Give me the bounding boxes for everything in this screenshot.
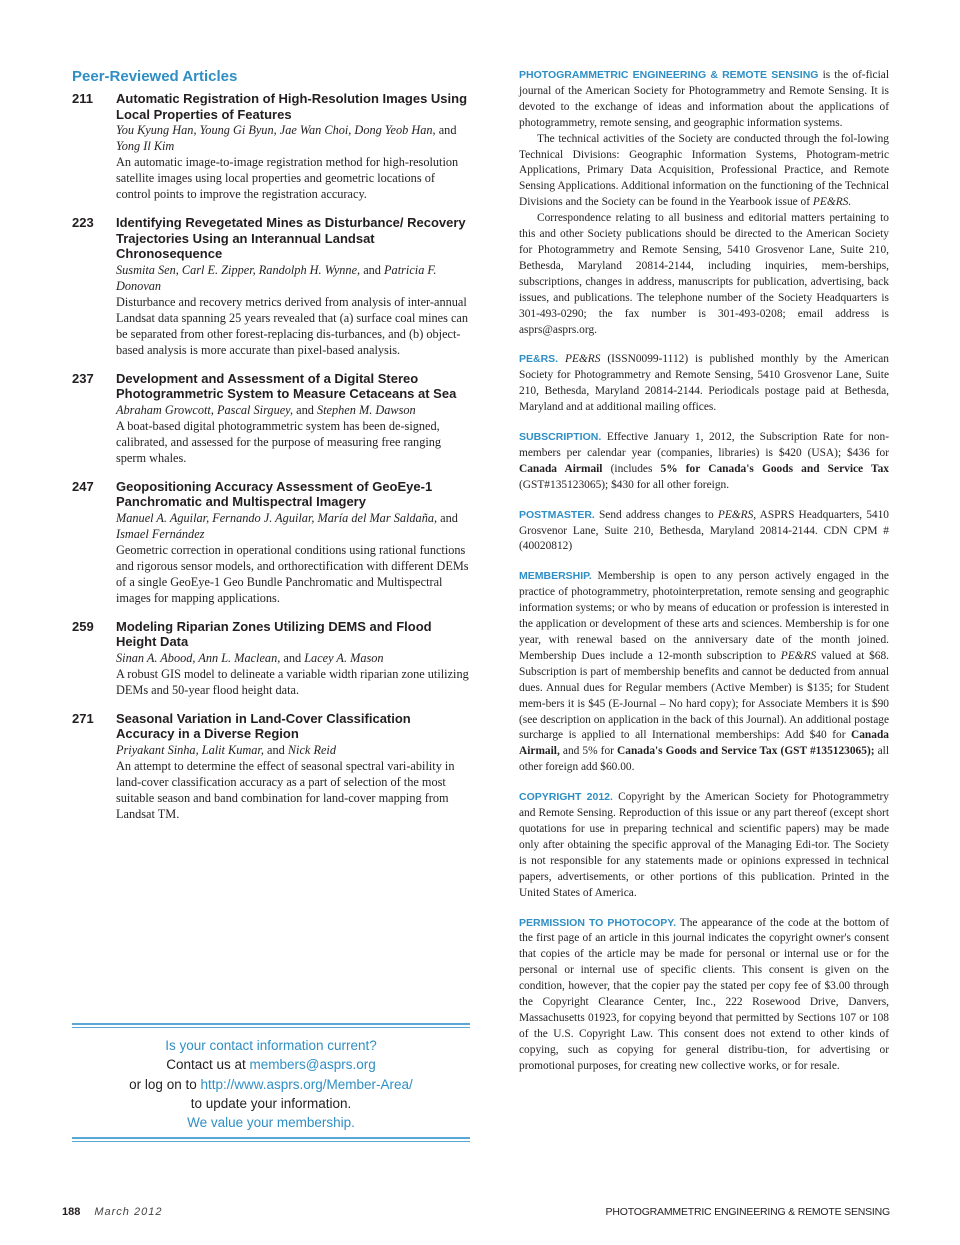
membership-text: all other foreign add $60.00.: [519, 745, 889, 774]
photocopy-text: The appearance of the code at the bottom of the first page of an article in this journal indicates the copyright owner's consent that copies of the article may be made for personal or internal use or for the personal or internal use of specific clients. This consent is given on the condition, however, that the copier pay the stated per copy fee of $3.00 through the Copyright Clearance Center, Inc., 222 Rosewood Drive, Danvers, Massachusetts 01923, for copying beyond that permitted by Sections 107 or 108 of the U.S. Copyright Law. This consent does not extend to other kinds of copying, such as copying for general distribu-tion, for advertising or promotional purposes, for creating new collective works, or for resale.: [519, 916, 889, 1072]
author-and: and: [438, 123, 457, 137]
article-page-number: 271: [72, 710, 94, 726]
pers-italic: PE&RS.: [812, 196, 852, 209]
article-authors: [116, 262, 472, 294]
pers-italic: PE&RS,: [717, 508, 757, 521]
article-abstract: A robust GIS model to delineate a variable width riparian zone utilizing DEMs and 50-year flood height data.: [116, 666, 469, 697]
article-entry: [72, 619, 472, 698]
subscription-text: (includes: [602, 462, 661, 475]
author-list: Sinan A. Abood, Ann L. Maclean,: [116, 650, 281, 665]
article-entry: [72, 91, 472, 202]
section-title: Peer-Reviewed Articles: [72, 68, 238, 85]
article-page-number: 223: [72, 215, 94, 230]
contact-box: [72, 1023, 470, 1142]
contact-email-prefix: Contact us at: [166, 1057, 246, 1073]
last-author: Patricia F. Donovan: [116, 262, 437, 293]
member-area-link[interactable]: http://www.asprs.org/Member-Area/: [200, 1076, 413, 1092]
article-entry: [72, 371, 472, 466]
author-list: Priyakant Sinha, Lalit Kumar,: [116, 742, 264, 757]
contact-update-line: to update your information.: [190, 1095, 352, 1111]
article-title[interactable]: Geopositioning Accuracy Assessment of GeoEye-1 Panchromatic and Multispectral Imagery: [116, 478, 433, 509]
membership-text: valued at $68. Subscription is part of membership benefits and cannot be deducted from annual dues. Annual dues for Regular members (Active Member) is $135; for Student mem-bers it is $45 (E-Journal – No hard copy); for Associate Members it is $90 (see description on application in the back of this Journal). An additional postage surcharge is applied to all International memberships: Add $40 for: [519, 649, 890, 742]
article-abstract: Geometric correction in operational conditions using rational functions and rigorous sensor models, and orthorectification with different DEMs of a single GeoEye-1 Geo Bundle Panchromatic and Multispectral images for mapping applications.: [116, 542, 469, 605]
author-list: Abraham Growcott, Pascal Sirguey,: [116, 402, 294, 417]
article-body: [116, 711, 472, 822]
articles-column: [72, 68, 472, 835]
author-and: and: [296, 402, 314, 417]
photocopy-paragraph: [519, 916, 889, 1075]
membership-paragraph: [519, 569, 889, 776]
article-page-number: 247: [72, 478, 94, 494]
contact-text: [72, 1028, 470, 1137]
contact-url-line: [72, 1075, 470, 1094]
gst-bold: 5% for Canada's Goods and Service Tax: [660, 462, 889, 475]
postmaster-text: Send address changes to: [594, 508, 718, 521]
canada-airmail-bold: Canada Airmail,: [519, 729, 889, 758]
subscription-keyword: SUBSCRIPTION.: [519, 431, 602, 444]
last-author: Stephen M. Dawson: [316, 402, 416, 417]
postmaster-paragraph: [519, 508, 889, 556]
author-list: You Kyung Han, Young Gi Byun, Jae Wan Choi, Dong Yeob Han,: [116, 123, 436, 137]
photocopy-keyword: PERMISSION TO PHOTOCOPY.: [519, 916, 676, 929]
article-body: [116, 619, 472, 698]
gst-bold: Canada's Goods and Service Tax (GST #135123065);: [617, 745, 875, 758]
author-and: and: [283, 650, 302, 665]
article-body: [116, 479, 472, 606]
article-title[interactable]: Automatic Registration of High-Resolution Images Using Local Properties of Features: [116, 91, 468, 122]
article-body: [116, 91, 472, 202]
journal-info-column: [519, 68, 889, 1075]
last-author: Ismael Fernández: [116, 526, 205, 541]
journal-name-keyword: PHOTOGRAMMETRIC ENGINEERING & REMOTE SENSING: [519, 69, 819, 81]
issue-date: March 2012: [94, 1206, 163, 1218]
footer-left: [62, 1206, 162, 1218]
article-title[interactable]: Seasonal Variation in Land-Cover Classification Accuracy in a Diverse Region: [116, 710, 411, 741]
canada-airmail-bold: Canada Airmail: [519, 462, 603, 475]
article-body: [116, 371, 472, 466]
pers-italic: PE&RS: [780, 649, 817, 662]
copyright-keyword: COPYRIGHT 2012.: [519, 791, 613, 804]
membership-text: Membership is open to any person actively engaged in the practice of photogrammetry, photointerpretation, remote sensing and geographic information systems; or who by means of education or profession is interested in the application or development of these arts and sciences. Membership is for one year, with renewal based on the anniversary date of the month joined. Membership Dues include a 12-month subscription to: [519, 570, 889, 662]
subscription-text: Effective January 1, 2012, the Subscription Rate for non-members per calendar year (companies, libraries) is $420 (USA); $436 for: [519, 431, 889, 459]
footer-journal-name: PHOTOGRAMMETRIC ENGINEERING & REMOTE SENSING: [605, 1206, 890, 1218]
contact-email-line: [72, 1055, 470, 1074]
contact-value-line: We value your membership.: [187, 1115, 355, 1131]
author-and: and: [440, 510, 458, 525]
contact-email-link[interactable]: members@asprs.org: [249, 1057, 376, 1073]
postmaster-keyword: POSTMASTER.: [519, 508, 595, 521]
article-authors: [116, 742, 472, 758]
author-list: Manuel A. Aguilar, Fernando J. Aguilar, María del Mar Saldaña,: [116, 510, 438, 525]
article-entry: [72, 215, 472, 358]
membership-text: and 5% for: [559, 745, 618, 758]
technical-divisions: [519, 132, 889, 212]
article-title[interactable]: Development and Assessment of a Digital Stereo Photogrammetric System to Measure Cetaceans at Sea: [116, 370, 457, 401]
subscription-text: (GST#135123065); $430 for all other foreign.: [519, 478, 730, 491]
article-authors: [116, 510, 472, 542]
article-abstract: A boat-based digital photogrammetric system has been de-signed, calibrated, and assessed for the purpose of measuring free ranging sperm whales.: [116, 418, 442, 465]
article-abstract: An attempt to determine the effect of seasonal spectral vari-ability in land-cover classification accuracy as a part of selection of the most suitable season and band combination for land-cover mapping from Landsat TM.: [116, 758, 455, 821]
author-list: Susmita Sen, Carl E. Zipper, Randolph H. Wynne,: [116, 262, 361, 277]
article-entry: [72, 479, 472, 606]
last-author: Nick Reid: [287, 742, 336, 757]
article-body: [116, 215, 472, 358]
article-entry: [72, 711, 472, 822]
membership-keyword: MEMBERSHIP.: [519, 570, 592, 583]
last-author: Lacey A. Mason: [304, 650, 384, 665]
article-title[interactable]: Modeling Riparian Zones Utilizing DEMS and Flood Height Data: [116, 618, 432, 649]
journal-intro-text: is the of-ficial journal of the American Society for Photogrammetry and Remote Sensing. It is devoted to the exchange of ideas and information about the applications of photogrammetry, remote sensing, and geographic information systems.: [519, 69, 889, 129]
article-authors: [116, 650, 472, 666]
page-number: 188: [62, 1206, 81, 1218]
article-authors: [116, 122, 472, 154]
author-and: and: [363, 262, 381, 277]
contact-url-prefix: or log on to: [129, 1076, 197, 1092]
article-abstract: An automatic image-to-image registration method for high-resolution satellite images using local properties and geometric locations of control points to improve the registration accuracy.: [116, 155, 459, 201]
article-page-number: 211: [72, 91, 93, 106]
pers-italic: PE&RS: [565, 353, 601, 366]
postmaster-text: ASPRS Headquarters, 5410 Grosvenor Lane, Suite 210, Bethesda, Maryland 20814-2144. CDN CPM #(40020812): [519, 508, 889, 553]
contact-bottom-rule: [72, 1137, 470, 1142]
subscription-paragraph: [519, 430, 889, 494]
copyright-text: Copyright by the American Society for Photogrammetry and Remote Sensing. Reproduction of this issue or any part thereof (except short quotations for use in preparing technical and scientific papers) may be made only after obtaining the specific approval of the Managing Edi-tor. The Society is not responsible for any statements made or opinions expressed in technical papers, advertisements, or other portions of this publication. Printed in the United States of America.: [519, 791, 889, 899]
copyright-paragraph: [519, 790, 889, 901]
correspondence: Correspondence relating to all business and editorial matters pertaining to this and other Society publications should be directed to the American Society for Photogrammetry and Remote Sensing, 5410 Grosvenor Lane, Suite 210, Bethesda, Maryland 20814-2144, including inquiries, mem-berships, subscriptions, changes in address, manuscripts for publication, advertising, back issues, and publications. The telephone number of the Society Headquarters is 301-493-0290; the fax number is 301-493-0208; email address is asprs@asprs.org.: [519, 212, 889, 336]
article-page-number: 237: [72, 370, 94, 386]
article-title[interactable]: Identifying Revegetated Mines as Disturbance/ Recovery Trajectories Using an Interannual Landsat Chronosequence: [116, 215, 466, 261]
technical-divisions-text: The technical activities of the Society are conducted through the fol-lowing Technical Divisions: Geographic Information Systems, Photogram-metric Applications, Primary Data Acquisition, Professional Practice, and Remote Sensing Applications. Additional information on the functioning of the Technical Divisions and the Society can be found in the Yearbook issue of: [519, 132, 889, 209]
article-abstract: Disturbance and recovery metrics derived from analysis of inter-annual Landsat data spanning 25 years revealed that (a) surface coal mines can be separated from other forest-replacing dis-turbances, and (b) object-based analysis is more accurate than pixel-based analysis.: [116, 294, 469, 357]
contact-question: Is your contact information current?: [165, 1038, 377, 1053]
last-author: Yong Il Kim: [116, 139, 175, 153]
article-authors: [116, 402, 472, 418]
journal-intro: [519, 68, 889, 132]
pers-text: (ISSN0099-1112) is published monthly by the American Society for Photogrammetry and Remote Sensing, 5410 Grosvenor Lane, Suite 210, Bethesda, Maryland 20814-2144. Periodicals postage paid at Bethesda, Maryland and at additional mailing offices.: [519, 353, 889, 414]
author-and: and: [267, 742, 285, 757]
pers-keyword: PE&RS.: [519, 353, 559, 366]
article-page-number: 259: [72, 618, 94, 634]
pers-paragraph: [519, 352, 889, 416]
